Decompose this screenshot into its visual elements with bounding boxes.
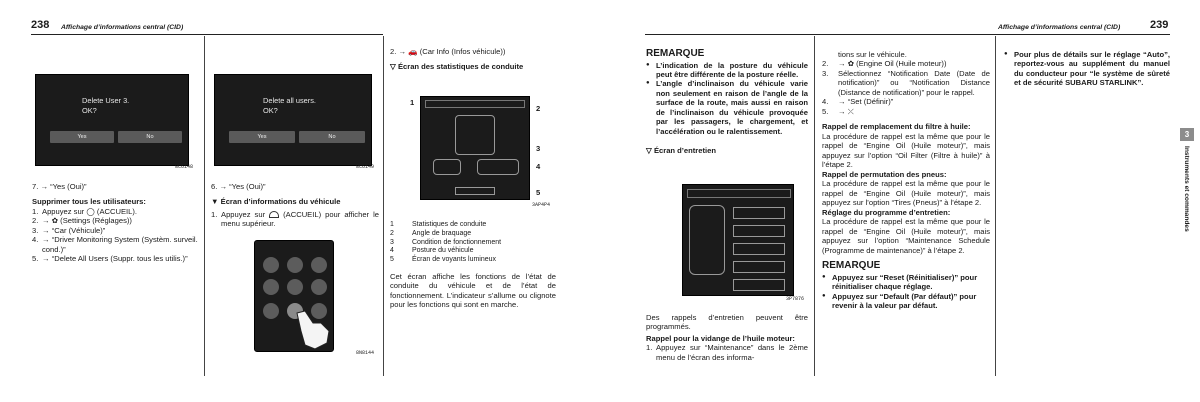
right-header-rule	[645, 34, 1170, 35]
figure-driving-stats	[390, 92, 556, 212]
legend-item: 4 Posture du véhicule	[390, 247, 474, 255]
right-col1-bottom	[646, 313, 808, 362]
step-item: 2. → ✿ (Settings (Réglages))	[32, 216, 132, 226]
left-header-title: Affichage d’informations central (CID)	[61, 24, 184, 31]
remark-title: REMARQUE	[822, 260, 881, 272]
chapter-tab: 3	[1180, 128, 1194, 141]
step-2: 2. → 🚗 (Car Info (Infos véhicule))	[390, 47, 506, 56]
figure-id: 8C6149	[355, 164, 374, 170]
left-header-rule	[31, 34, 383, 35]
dialog-text: Delete all users. OK?	[263, 96, 316, 115]
triangle-outline-icon: ▽	[646, 146, 654, 156]
posture-graphic	[433, 159, 461, 175]
step-item: 3. Sélectionnez “Notification Date (Date de notification)” ou “Notification Distance (Distance de notification)” pour le rappel.	[822, 68, 990, 97]
right-col1	[646, 48, 808, 156]
remark-bullet: ● L’angle d’inclinaison du véhicule varie non seulement en raison de l’angle de la surface de la route, mais aussi en raison de l’inclinaison du véhicule provoquée par les passagers, le chargement, et l’accélération ou le ralentissement.	[646, 79, 808, 136]
figure-id: 3AP4P4	[531, 202, 550, 208]
col-divider	[814, 36, 815, 376]
maintenance-item[interactable]	[733, 225, 785, 237]
home-icon	[269, 211, 279, 218]
legend-item: 5 Écran de voyants lumineux	[390, 256, 497, 263]
menu-tile-icon[interactable]	[287, 257, 303, 273]
car-top-view	[689, 205, 725, 275]
figure-delete-user	[31, 60, 197, 183]
step-item: 4. → “Driver Monitoring System (Systèm. surveil. cond.)”	[32, 235, 198, 254]
maintenance-item[interactable]	[733, 243, 785, 255]
right-page-number: 239	[1150, 19, 1169, 31]
section-title: ▼ Écran d’informations du véhicule	[211, 197, 341, 207]
triangle-down-icon: ▼	[211, 197, 221, 207]
screen-dialog	[214, 74, 372, 166]
driving-stats-paragraph: Cet écran affiche les fonctions de l’état de conduite du véhicule et de l’état de fonctionnement. L’indicateur s’allume ou clignote pour les fonctions qui sont en marche.	[390, 272, 556, 310]
legend-item: 2 Angle de braquage	[390, 229, 472, 237]
right-header-title: Affichage d’informations central (CID)	[998, 24, 1121, 31]
callout-1: 1	[410, 98, 415, 107]
col2-text	[211, 182, 379, 229]
screen-vehicle-info	[420, 96, 530, 200]
remark-bullet: ● L’indication de la posture du véhicule peut être différente de la posture réelle.	[646, 61, 808, 80]
callout-5: 5	[536, 188, 541, 197]
screen-dialog	[35, 74, 189, 166]
legend-item: 3 Condition de fonctionnement	[390, 238, 502, 246]
posture-graphic	[477, 159, 519, 175]
maintenance-item[interactable]	[733, 279, 785, 291]
indicator-bar	[455, 187, 495, 195]
col-divider	[383, 36, 384, 376]
menu-tile-icon[interactable]	[311, 257, 327, 273]
yes-button[interactable]: Yes	[50, 131, 114, 143]
figure-id: 8C6148	[174, 164, 193, 170]
legend-item: 1 Statistiques de conduite	[390, 221, 487, 228]
step-item: 2. → ✿ (Engine Oil (Huile moteur))	[822, 59, 947, 69]
col-divider	[204, 36, 205, 376]
col1-text	[32, 182, 200, 264]
figure-id: 3P7876	[785, 296, 804, 302]
pointing-hand-icon	[291, 309, 335, 353]
callout-3: 3	[536, 144, 541, 153]
remark-title: REMARQUE	[646, 48, 705, 59]
stats-tabs	[425, 100, 525, 108]
filter-heading: Rappel de remplacement du filtre à huile:	[822, 122, 971, 132]
delete-all-heading: Supprimer tous les utilisateurs:	[32, 197, 146, 207]
menu-tile-icon[interactable]	[311, 279, 327, 295]
tire-paragraph: La procédure de rappel est la même que pour le rappel de “Engine Oil (Huile moteur)”, mais appuyez sur l’option “Tires (Pneus)” à l’étape 2.	[822, 179, 990, 208]
menu-tile-icon[interactable]	[263, 257, 279, 273]
callout-4: 4	[536, 162, 541, 171]
step-item: 3. → “Car (Véhicule)”	[32, 225, 106, 235]
maintenance-item[interactable]	[733, 207, 785, 219]
right-col2	[822, 50, 990, 311]
no-button[interactable]: No	[299, 131, 365, 143]
step-7: 7. → “Yes (Oui)”	[32, 182, 87, 191]
step-item: 5. → ⤫	[822, 106, 854, 116]
schedule-paragraph: La procédure de rappel est la même que pour le rappel de “Engine Oil (Huile moteur)”, mais appuyez sur l’option “Maintenance Schedule (Programme de maintenance)” à l’étape 2.	[822, 217, 990, 255]
subsection-title: ▽ Écran d’entretien	[646, 146, 716, 156]
callout-2: 2	[536, 104, 541, 113]
menu-tile-icon[interactable]	[263, 303, 279, 319]
chapter-side-label: Instruments et commandes	[1183, 146, 1191, 232]
menu-tile-icon[interactable]	[287, 279, 303, 295]
screen-home-menu	[254, 240, 334, 352]
subsection-title: ▽ Écran des statistiques de conduite	[390, 62, 524, 72]
continued-text: tions sur le véhicule.	[838, 50, 907, 59]
legend-list	[390, 221, 558, 265]
step-item: 1. Appuyez sur “Maintenance” dans le 2ème menu de l’écran des informa-	[646, 343, 808, 362]
left-page-number: 238	[31, 19, 50, 31]
step-item: 5. → “Delete All Users (Suppr. tous les utilis.)”	[32, 254, 188, 264]
step-item: 4. → “Set (Définir)”	[822, 97, 894, 107]
dialog-text: Delete User 3. OK?	[82, 96, 130, 115]
oil-heading: Rappel pour la vidange de l’huile moteur:	[646, 333, 795, 343]
filter-paragraph: La procédure de rappel est la même que pour le rappel de “Engine Oil (Huile moteur)”, mais appuyez sur l’option “Oil Filter (Filtre à huile)” à l’étape 2.	[822, 131, 990, 170]
step-6: 6. → “Yes (Oui)”	[211, 182, 266, 191]
col3-text-top	[390, 47, 556, 72]
maintenance-intro: Des rappels d’entretien peuvent être programmés.	[646, 313, 808, 332]
screen-maintenance	[682, 184, 794, 296]
maintenance-item[interactable]	[733, 261, 785, 273]
yes-button[interactable]: Yes	[229, 131, 295, 143]
no-button[interactable]: No	[118, 131, 182, 143]
remark-bullet: ● Appuyez sur “Default (Par défaut)” pour revenir à la valeur par défaut.	[822, 292, 990, 311]
remark-bullet: ● Appuyez sur “Reset (Réinitialiser)” pour réinitialiser chaque réglage.	[822, 273, 990, 292]
triangle-outline-icon: ▽	[390, 62, 398, 72]
figure-id: 8N8144	[355, 350, 374, 356]
step-item: 1. Appuyez sur ◯ (ACCUEIL).	[32, 206, 138, 216]
figure-delete-all	[210, 60, 378, 183]
starlink-note: ● Pour plus de détails sur le réglage “Auto”, reportez-vous au supplément du manuel du conducteur pour “le système de sûreté et de sécurité SUBARU STARLINK”.	[1004, 50, 1170, 88]
col-divider	[995, 36, 996, 376]
figure-maintenance	[646, 180, 808, 310]
maintenance-tabs[interactable]	[687, 189, 791, 198]
menu-tile-icon[interactable]	[263, 279, 279, 295]
step-item: 1. Appuyez sur (ACCUEIL) pour afficher le menu supérieur.	[211, 209, 379, 229]
schedule-heading: Réglage du programme d’entretien:	[822, 207, 951, 217]
steering-graphic	[455, 115, 495, 155]
tire-heading: Rappel de permutation des pneus:	[822, 169, 947, 179]
figure-home-menu	[210, 236, 378, 361]
